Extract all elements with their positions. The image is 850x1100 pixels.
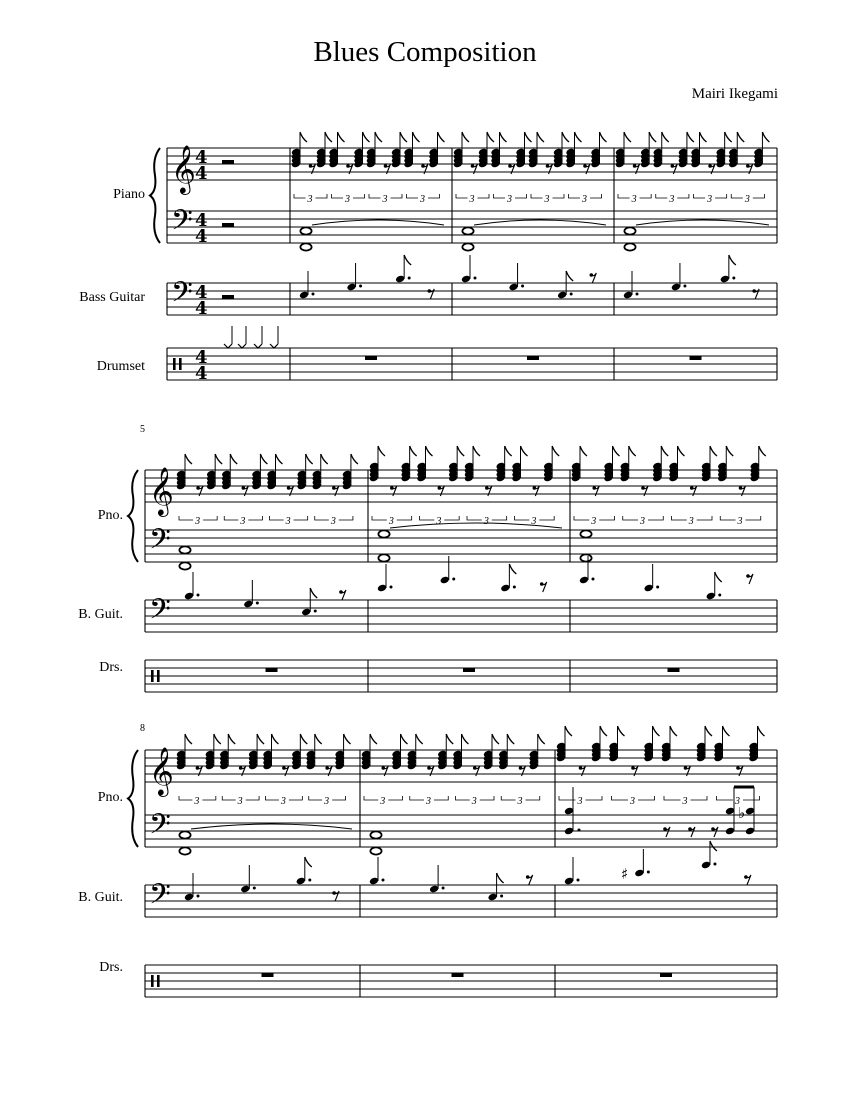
- percussion-clef: [151, 670, 154, 682]
- augmentation-dot: [442, 887, 445, 890]
- bass-clef: 𝄢: [171, 204, 193, 244]
- tuplet-number: 3: [382, 194, 388, 205]
- whole-note: [300, 227, 311, 234]
- time-signature-denominator: 4: [195, 298, 208, 319]
- treble-clef: 𝄞: [149, 466, 174, 515]
- tuplet-number: 3: [735, 796, 740, 807]
- flag: [600, 726, 607, 736]
- flag: [487, 132, 494, 142]
- augmentation-dot: [570, 293, 573, 296]
- percussion-clef: [151, 975, 154, 987]
- flag: [228, 734, 235, 744]
- flag: [710, 841, 717, 851]
- treble-clef: 𝄞: [171, 144, 196, 193]
- piano-short-label: Pno.: [97, 790, 123, 805]
- flag: [413, 132, 420, 142]
- tuplet-number: 3: [307, 194, 313, 205]
- flag: [426, 446, 433, 456]
- augmentation-dot: [314, 610, 317, 613]
- flag: [566, 271, 573, 281]
- flag: [521, 446, 528, 456]
- tie: [191, 824, 352, 829]
- flag: [338, 132, 345, 142]
- whole-note: [378, 554, 389, 561]
- half-rest: [222, 223, 234, 227]
- flag: [457, 446, 464, 456]
- flag: [562, 132, 569, 142]
- drumset-short-label: Drs.: [99, 660, 123, 675]
- tie: [474, 220, 606, 225]
- augmentation-dot: [636, 293, 639, 296]
- piano-brace: [128, 470, 138, 562]
- drum-hit: [238, 344, 246, 348]
- flag: [230, 454, 237, 464]
- flag: [404, 255, 411, 265]
- flag: [300, 132, 307, 142]
- flag: [400, 132, 407, 142]
- tuplet-number: 3: [577, 796, 583, 807]
- sharp-accidental: ♯: [621, 865, 629, 883]
- whole-rest: [660, 973, 672, 977]
- augmentation-dot: [359, 285, 362, 288]
- flag: [762, 132, 769, 142]
- piano-label: Piano: [113, 187, 145, 202]
- tuplet-number: 3: [631, 194, 637, 205]
- augmentation-dot: [308, 879, 311, 882]
- tuplet-number: 3: [531, 516, 537, 527]
- flag: [725, 132, 732, 142]
- flag: [758, 726, 765, 736]
- tuplet-number: 3: [345, 194, 350, 205]
- flag: [565, 726, 572, 736]
- flag: [492, 734, 499, 744]
- augmentation-dot: [577, 879, 580, 882]
- flag: [260, 454, 267, 464]
- drumset-short-label: Drs.: [99, 960, 123, 975]
- piano-short-label: Pno.: [97, 508, 123, 523]
- whole-note: [462, 227, 473, 234]
- flag: [185, 454, 192, 464]
- time-signature-numerator: 4: [195, 347, 208, 368]
- bass-guitar-short-label: B. Guit.: [78, 890, 123, 905]
- flag: [363, 132, 370, 142]
- augmentation-dot: [713, 863, 716, 866]
- measure-number: 8: [140, 723, 145, 734]
- augmentation-dot: [718, 594, 721, 597]
- whole-rest: [463, 668, 475, 672]
- tuplet-number: 3: [707, 194, 713, 205]
- tie: [636, 220, 769, 225]
- flag: [538, 734, 545, 744]
- composer-name: Mairi Ikegami: [691, 86, 778, 102]
- flag: [462, 734, 469, 744]
- tie: [312, 220, 444, 225]
- flag: [315, 734, 322, 744]
- flag: [375, 132, 382, 142]
- augmentation-dot: [592, 578, 595, 581]
- tuplet-number: 3: [240, 516, 246, 527]
- flag: [378, 446, 385, 456]
- tuplet-number: 3: [388, 516, 394, 527]
- augmentation-dot: [656, 586, 659, 589]
- bass-guitar-label: Bass Guitar: [79, 290, 145, 305]
- treble-clef: 𝄞: [149, 746, 174, 795]
- tuplet-number: 3: [483, 516, 489, 527]
- piano-brace: [150, 148, 160, 243]
- bass-clef: 𝄢: [171, 276, 193, 316]
- flag: [670, 726, 677, 736]
- augmentation-dot: [390, 586, 393, 589]
- whole-note: [624, 243, 635, 250]
- tuplet-number: 3: [544, 194, 550, 205]
- time-signature-denominator: 4: [195, 226, 208, 247]
- tuplet-number: 3: [517, 796, 523, 807]
- time-signature-numerator: 4: [195, 282, 208, 303]
- whole-note: [624, 227, 635, 234]
- flag: [552, 446, 559, 456]
- bass-guitar-short-label: B. Guit.: [78, 607, 123, 622]
- flag: [410, 446, 417, 456]
- tuplet-number: 3: [688, 516, 694, 527]
- drum-hit: [270, 344, 278, 348]
- augmentation-dot: [197, 895, 200, 898]
- tuplet-number: 3: [669, 194, 675, 205]
- flag: [624, 132, 631, 142]
- flag: [575, 132, 582, 142]
- flag: [305, 857, 312, 867]
- tuplet-number: 3: [237, 796, 243, 807]
- flag: [525, 132, 532, 142]
- flag: [473, 446, 480, 456]
- tuplet-number: 3: [744, 194, 750, 205]
- whole-rest: [527, 356, 539, 360]
- flag: [723, 726, 730, 736]
- whole-rest: [266, 668, 278, 672]
- augmentation-dot: [683, 285, 686, 288]
- whole-note: [179, 831, 190, 838]
- tuplet-number: 3: [380, 796, 386, 807]
- augmentation-dot: [197, 594, 200, 597]
- flag: [700, 132, 707, 142]
- flag: [351, 454, 358, 464]
- flag: [497, 873, 504, 883]
- time-signature-denominator: 4: [195, 363, 208, 384]
- flag: [737, 132, 744, 142]
- flag: [185, 734, 192, 744]
- tuplet-number: 3: [195, 516, 201, 527]
- augmentation-dot: [408, 277, 411, 280]
- flag: [505, 446, 512, 456]
- flag: [662, 132, 669, 142]
- whole-note: [179, 546, 190, 553]
- measure-number: 5: [140, 424, 145, 435]
- score-title: Blues Composition: [313, 36, 537, 68]
- tuplet-number: 3: [591, 516, 597, 527]
- percussion-clef: [179, 358, 182, 370]
- whole-rest: [262, 973, 274, 977]
- bass-clef: 𝄢: [149, 808, 171, 848]
- tuplet-number: 3: [469, 194, 475, 205]
- flag: [272, 734, 279, 744]
- percussion-clef: [157, 670, 160, 682]
- drumset-label: Drumset: [96, 359, 145, 374]
- whole-note: [300, 243, 311, 250]
- augmentation-dot: [500, 895, 503, 898]
- flag: [401, 734, 408, 744]
- whole-rest: [690, 356, 702, 360]
- flag: [649, 132, 656, 142]
- whole-note: [370, 847, 381, 854]
- tuplet-number: 3: [324, 796, 330, 807]
- flag: [300, 734, 307, 744]
- augmentation-dot: [382, 879, 385, 882]
- flag: [580, 446, 587, 456]
- half-rest: [222, 160, 234, 164]
- augmentation-dot: [253, 887, 256, 890]
- bass-clef: 𝄢: [149, 593, 171, 633]
- tuplet-number: 3: [737, 516, 743, 527]
- flag: [653, 726, 660, 736]
- flag: [726, 446, 733, 456]
- tuplet-number: 3: [280, 796, 286, 807]
- percussion-clef: [173, 358, 176, 370]
- augmentation-dot: [513, 586, 516, 589]
- flag: [310, 588, 317, 598]
- flag: [344, 734, 351, 744]
- flag: [661, 446, 668, 456]
- augmentation-dot: [647, 871, 650, 874]
- augmentation-dot: [732, 277, 735, 280]
- augmentation-dot: [521, 285, 524, 288]
- flag: [257, 734, 264, 744]
- flag: [370, 734, 377, 744]
- whole-note: [179, 562, 190, 569]
- augmentation-dot: [578, 829, 581, 832]
- bass-clef: 𝄢: [149, 878, 171, 918]
- flag: [321, 454, 328, 464]
- bass-clef: 𝄢: [149, 523, 171, 563]
- tuplet-number: 3: [330, 516, 336, 527]
- flag: [509, 564, 516, 574]
- whole-rest: [452, 973, 464, 977]
- flag: [759, 446, 766, 456]
- flag: [710, 446, 717, 456]
- flag: [687, 132, 694, 142]
- whole-note: [580, 530, 591, 537]
- flag: [306, 454, 313, 464]
- flag: [705, 726, 712, 736]
- time-signature-numerator: 4: [195, 210, 208, 231]
- time-signature-numerator: 4: [195, 147, 208, 168]
- whole-rest: [668, 668, 680, 672]
- tuplet-number: 3: [426, 796, 431, 807]
- tuplet-number: 3: [630, 796, 635, 807]
- tuplet-number: 3: [682, 796, 688, 807]
- percussion-clef: [157, 975, 160, 987]
- drum-hit: [254, 344, 262, 348]
- tuplet-number: 3: [285, 516, 291, 527]
- augmentation-dot: [452, 578, 455, 581]
- flag: [276, 454, 283, 464]
- augmentation-dot: [312, 293, 315, 296]
- flag: [215, 454, 222, 464]
- tuplet-number: 3: [507, 194, 512, 205]
- flag: [629, 446, 636, 456]
- whole-note: [370, 831, 381, 838]
- flag: [462, 132, 469, 142]
- flag: [678, 446, 685, 456]
- flag: [325, 132, 332, 142]
- tuplet-number: 3: [420, 194, 425, 205]
- whole-note: [462, 243, 473, 250]
- flag: [214, 734, 221, 744]
- half-rest: [222, 295, 234, 299]
- piano-brace: [128, 750, 138, 847]
- drum-hit: [224, 344, 232, 348]
- whole-note: [378, 530, 389, 537]
- augmentation-dot: [256, 602, 259, 605]
- flat-accidental: ♭: [738, 804, 746, 822]
- tuplet-number: 3: [471, 796, 477, 807]
- whole-note: [580, 554, 591, 561]
- flag: [438, 132, 445, 142]
- flag: [618, 726, 625, 736]
- flag: [600, 132, 607, 142]
- flag: [446, 734, 453, 744]
- tuplet-number: 3: [640, 516, 645, 527]
- tuplet-number: 3: [582, 194, 587, 205]
- tuplet-number: 3: [194, 796, 200, 807]
- flag: [507, 734, 514, 744]
- time-signature-denominator: 4: [195, 163, 208, 184]
- augmentation-dot: [474, 277, 477, 280]
- flag: [537, 132, 544, 142]
- whole-rest: [365, 356, 377, 360]
- whole-note: [179, 847, 190, 854]
- flag: [416, 734, 423, 744]
- flag: [729, 255, 736, 265]
- flag: [613, 446, 620, 456]
- flag: [715, 572, 722, 582]
- tuplet-number: 3: [436, 516, 442, 527]
- flag: [500, 132, 507, 142]
